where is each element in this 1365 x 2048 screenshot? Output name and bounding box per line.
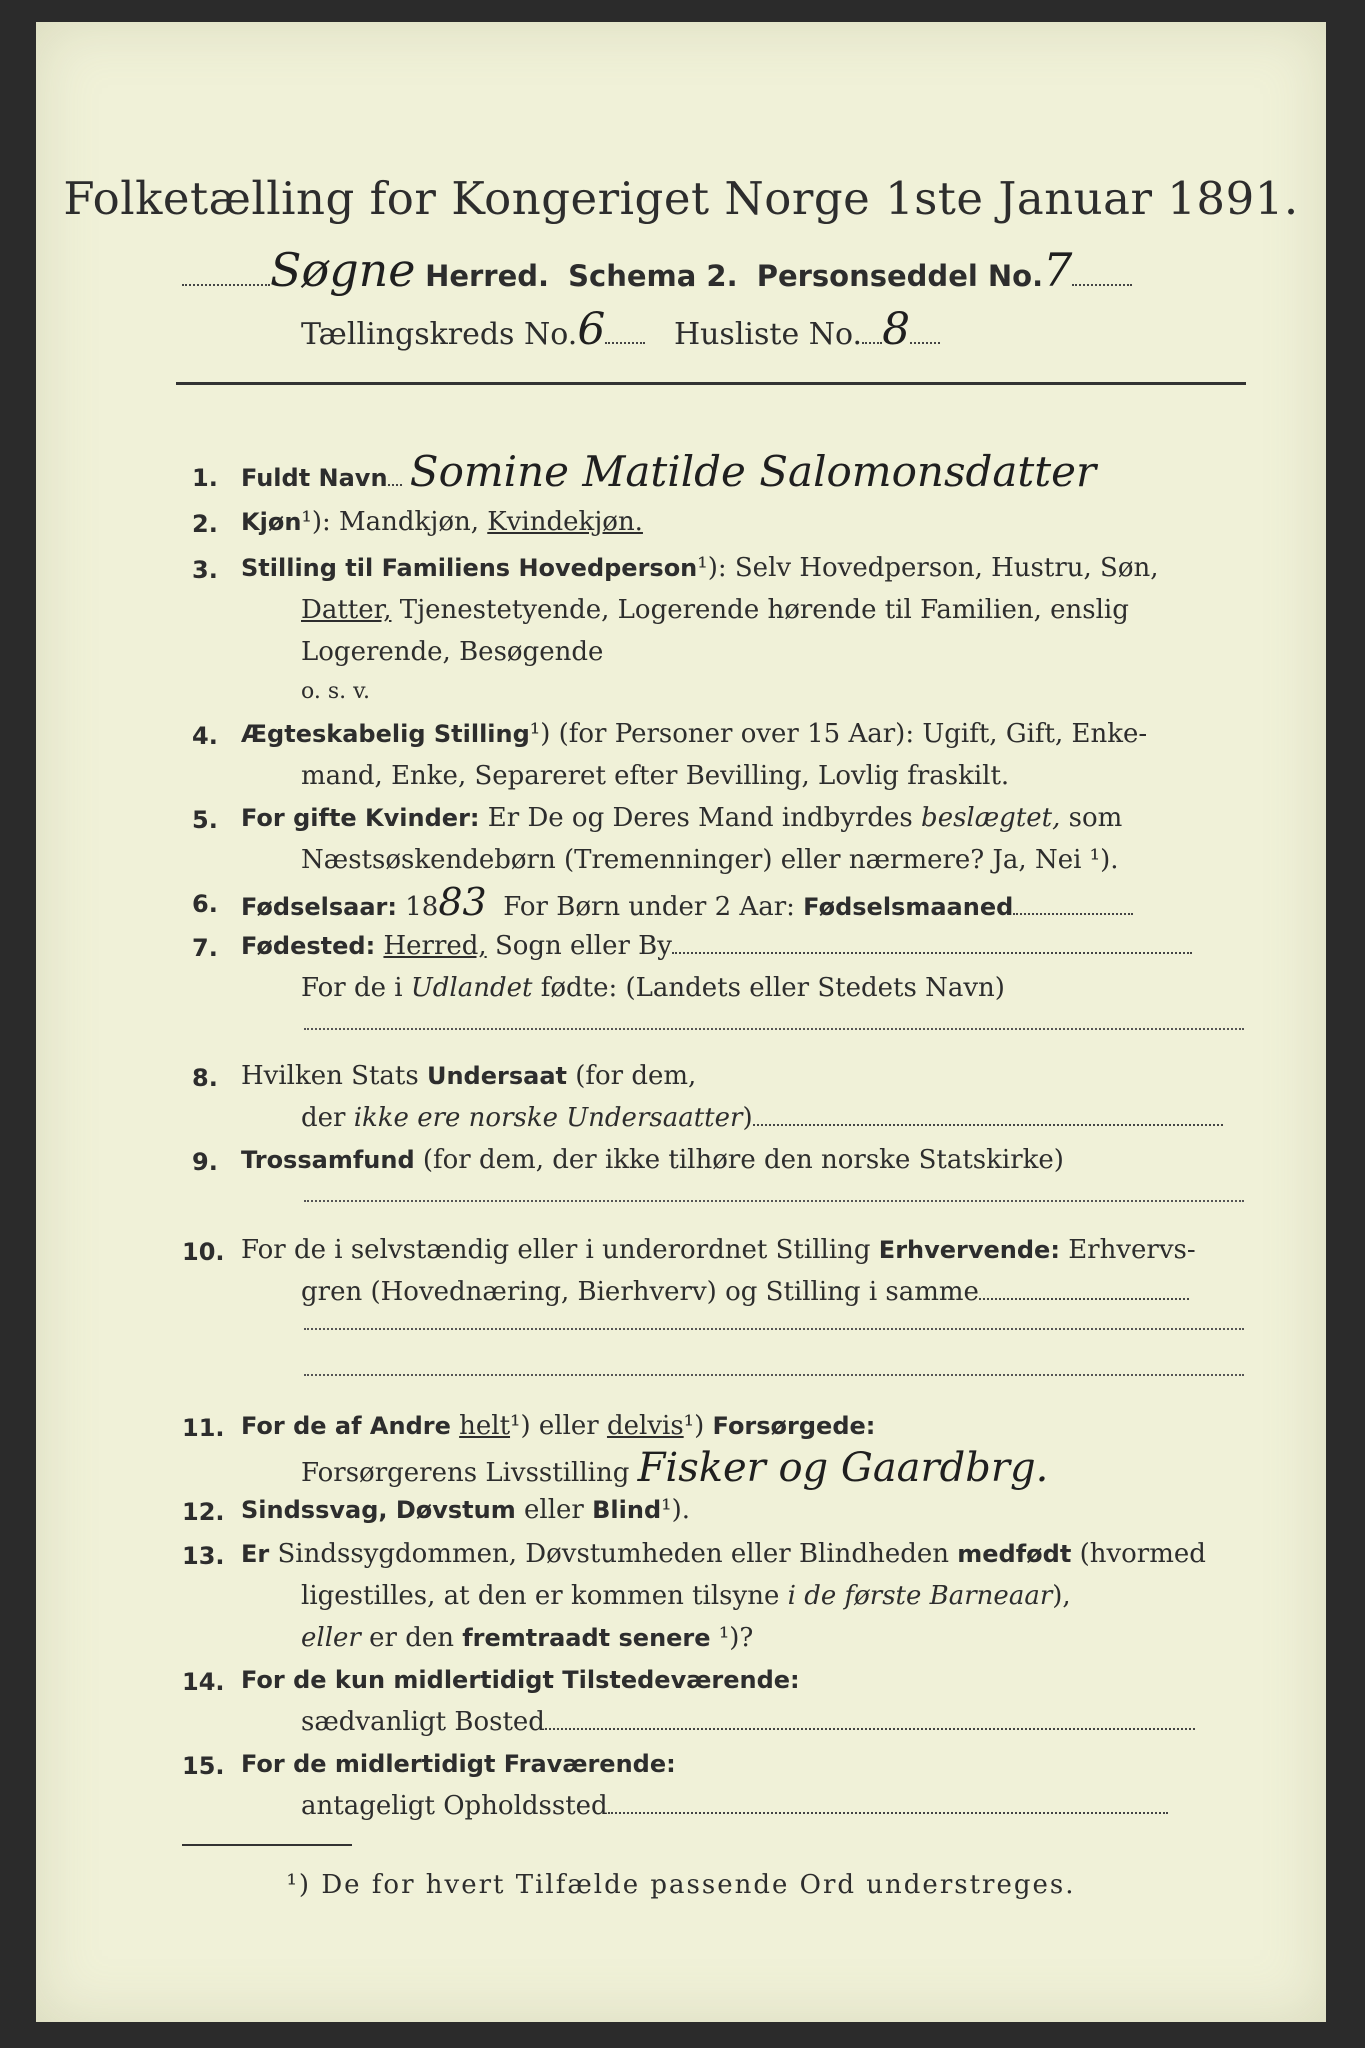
item-4-line-1 bbox=[241, 714, 1147, 754]
item-2-label: Kjøn bbox=[241, 508, 302, 536]
item-11-mid: ¹) eller bbox=[510, 1411, 599, 1441]
item-14-label: For de kun midlertidigt Tilstedeværende: bbox=[241, 1666, 800, 1694]
item-10-line-2 bbox=[301, 1272, 1189, 1312]
item-12-number: 12. bbox=[182, 1498, 225, 1526]
item-2-underlined: Kvindekjøn. bbox=[487, 507, 643, 537]
item-12-text-1: eller bbox=[524, 1495, 584, 1525]
item-11-text-2: Forsørgerens Livsstilling bbox=[301, 1458, 630, 1488]
item-8-text-2i: ikke ere norske Undersaatter bbox=[353, 1103, 743, 1133]
item-3-text-4: o. s. v. bbox=[301, 679, 370, 704]
item-6-value: 83 bbox=[438, 880, 487, 924]
item-11-label: For de af Andre bbox=[241, 1412, 451, 1440]
item-4-text-1: ¹) (for Personer over 15 Aar): Ugift, Gift, Enke- bbox=[529, 719, 1148, 749]
item-15-text-1: antageligt Opholdssted bbox=[301, 1791, 608, 1821]
item-7-number: 7. bbox=[192, 934, 218, 962]
header-divider bbox=[176, 382, 1246, 385]
item-8-text-1: (for dem, bbox=[575, 1061, 697, 1091]
item-13-text-2b: ), bbox=[1052, 1581, 1071, 1611]
item-7-underlined: Herred, bbox=[383, 931, 487, 961]
item-9-dotline bbox=[304, 1200, 1244, 1202]
item-13-text-2i: i de første Barneaar bbox=[787, 1581, 1053, 1611]
item-5-number: 5. bbox=[192, 806, 218, 834]
item-2-number: 2. bbox=[192, 510, 218, 538]
item-5-text-1b: som bbox=[1068, 803, 1123, 833]
item-10-dotline-2 bbox=[304, 1374, 1244, 1376]
item-5-text-1i: beslægtet, bbox=[921, 803, 1061, 833]
item-5-line-1 bbox=[241, 798, 1122, 838]
herred-label: Herred. bbox=[425, 259, 550, 293]
item-12-label-2: Blind bbox=[592, 1496, 662, 1524]
item-11-line-1 bbox=[241, 1406, 875, 1446]
item-13-label: Er bbox=[241, 1540, 270, 1568]
item-3-text-3: Logerende, Besøgende bbox=[301, 637, 604, 667]
kreds-row bbox=[301, 304, 940, 355]
item-14-line-2 bbox=[301, 1702, 1195, 1742]
item-10-dotline-1 bbox=[304, 1328, 1244, 1330]
item-11-text-1: ¹) bbox=[683, 1411, 705, 1441]
item-7-dotline bbox=[304, 1028, 1244, 1030]
form-title: Folketælling for Kongeriget Norge 1ste Januar 1891. bbox=[63, 172, 1299, 225]
item-4-label: Ægteskabelig Stilling bbox=[241, 720, 530, 748]
item-8-label-2: Undersaat bbox=[426, 1062, 567, 1090]
item-1-label: Fuldt Navn bbox=[241, 464, 388, 492]
item-13-text-1b: (hvormed bbox=[1079, 1539, 1206, 1569]
item-5-text-1a: Er De og Deres Mand indbyrdes bbox=[487, 803, 913, 833]
item-9-text-1: (for dem, der ikke tilhøre den norske Statskirke) bbox=[422, 1145, 1064, 1175]
item-13-text-3a: er den bbox=[369, 1623, 454, 1653]
item-7-text-2a: For de i bbox=[301, 973, 403, 1003]
item-15-number: 15. bbox=[182, 1752, 225, 1780]
item-14-number: 14. bbox=[182, 1668, 225, 1696]
item-12-label: Sindssvag, Døvstum bbox=[241, 1496, 516, 1524]
item-10-line-1 bbox=[241, 1230, 1196, 1270]
item-6-text: For Børn under 2 Aar: bbox=[503, 892, 795, 922]
item-11-line-2 bbox=[301, 1445, 1049, 1493]
item-7-label: Fødested: bbox=[241, 932, 376, 960]
item-6-number: 6. bbox=[192, 890, 218, 918]
item-7-text-2i: Udlandet bbox=[410, 973, 533, 1003]
item-7-line-2 bbox=[301, 968, 1005, 1008]
item-7-line-1 bbox=[241, 926, 1192, 966]
item-3-line-1 bbox=[241, 548, 1159, 588]
personseddel-label: Personseddel No. bbox=[756, 259, 1044, 293]
item-7-text-1: Sogn eller By bbox=[494, 931, 672, 961]
item-13-line-1 bbox=[241, 1534, 1206, 1574]
item-3-line-2 bbox=[301, 590, 1129, 630]
item-1-value: Somine Matilde Salomonsdatter bbox=[409, 447, 1097, 496]
item-13-text-3b: ¹)? bbox=[718, 1623, 754, 1653]
item-4-text-2: mand, Enke, Separeret efter Bevilling, Lovlig fraskilt. bbox=[301, 761, 1010, 791]
item-9-number: 9. bbox=[192, 1148, 218, 1176]
item-4-number: 4. bbox=[192, 722, 218, 750]
item-1-number: 1. bbox=[192, 464, 218, 492]
item-6-prefix: 18 bbox=[405, 892, 439, 922]
census-form-page bbox=[36, 22, 1326, 2022]
item-3-label: Stilling til Familiens Hovedperson bbox=[241, 554, 698, 582]
item-14-text-1: sædvanligt Bosted bbox=[301, 1707, 545, 1737]
item-10-label: For de i selvstændig eller i underordnet Stilling bbox=[241, 1235, 871, 1265]
item-9-line-1 bbox=[241, 1140, 1064, 1180]
item-8-text-2a: der bbox=[301, 1103, 346, 1133]
item-3-underlined: Datter, bbox=[301, 595, 392, 625]
item-13-text-2a: ligestilles, at den er kommen tilsyne bbox=[301, 1581, 780, 1611]
item-3-text-2: Tjenestetyende, Logerende hørende til Familien, enslig bbox=[399, 595, 1129, 625]
item-13-line-3 bbox=[301, 1618, 753, 1658]
kreds-value: 6 bbox=[577, 304, 606, 355]
item-8-label: Hvilken Stats bbox=[241, 1061, 419, 1091]
husliste-value: 8 bbox=[882, 304, 911, 355]
item-15-line-2 bbox=[301, 1786, 1168, 1826]
item-1 bbox=[241, 447, 1097, 498]
footnote-rule bbox=[182, 1844, 352, 1846]
item-7-text-2b: fødte: (Landets eller Stedets Navn) bbox=[540, 973, 1005, 1003]
item-2-text: ¹): Mandkjøn, bbox=[301, 507, 479, 537]
item-5-text-2: Næstsøskendebørn (Tremenninger) eller nærmere? Ja, Nei ¹). bbox=[301, 845, 1119, 875]
item-8-number: 8. bbox=[192, 1064, 218, 1092]
item-8-line-2: der ikke ere norske Undersaatter) bbox=[301, 1098, 1223, 1138]
item-10-text-2: gren (Hovednæring, Bierhverv) og Stilling i samme bbox=[301, 1277, 979, 1307]
item-10-label-2: Erhvervende: bbox=[878, 1236, 1060, 1264]
schema-label: Schema 2. bbox=[568, 259, 738, 293]
item-13-label-2: medfødt bbox=[957, 1540, 1072, 1568]
item-13-line-2 bbox=[301, 1576, 1071, 1616]
item-10-text-1: Erhvervs- bbox=[1068, 1235, 1196, 1265]
kreds-label: Tællingskreds No. bbox=[301, 317, 578, 352]
item-11-ul-2: delvis bbox=[606, 1411, 684, 1441]
husliste-label: Husliste No. bbox=[673, 317, 863, 352]
item-6-label-2: Fødselsmaaned bbox=[803, 893, 1014, 921]
item-6-label: Fødselsaar: bbox=[241, 893, 397, 921]
herred-value: Søgne bbox=[270, 243, 416, 297]
item-13-label-3: fremtraadt senere bbox=[462, 1624, 711, 1652]
item-5-label: For gifte Kvinder: bbox=[241, 804, 480, 832]
item-6 bbox=[241, 882, 1133, 927]
item-12-text-2: ¹). bbox=[661, 1495, 690, 1525]
item-13-text-3i: eller bbox=[301, 1623, 361, 1653]
item-3-text-1: ¹): Selv Hovedperson, Hustru, Søn, bbox=[697, 553, 1159, 583]
item-8-line-1 bbox=[241, 1056, 696, 1096]
herred-row bbox=[182, 243, 1132, 297]
item-3-number: 3. bbox=[192, 556, 218, 584]
item-13-text-1a: Sindssygdommen, Døvstumheden eller Blindheden bbox=[277, 1539, 949, 1569]
item-11-number: 11. bbox=[182, 1414, 225, 1442]
item-11-ul-1: helt bbox=[459, 1411, 511, 1441]
item-10-number: 10. bbox=[182, 1238, 225, 1266]
item-2 bbox=[241, 502, 643, 542]
footnote: ¹) De for hvert Tilfælde passende Ord understreges. bbox=[286, 1870, 1076, 1900]
item-15-label: For de midlertidigt Fraværende: bbox=[241, 1750, 676, 1778]
item-11-label-2: Forsørgede: bbox=[712, 1412, 876, 1440]
item-11-value: Fisker og Gaardbrg. bbox=[637, 1445, 1049, 1491]
item-13-number: 13. bbox=[182, 1542, 225, 1570]
item-9-label: Trossamfund bbox=[241, 1146, 415, 1174]
personseddel-value: 7 bbox=[1043, 243, 1073, 297]
item-12 bbox=[241, 1490, 690, 1530]
